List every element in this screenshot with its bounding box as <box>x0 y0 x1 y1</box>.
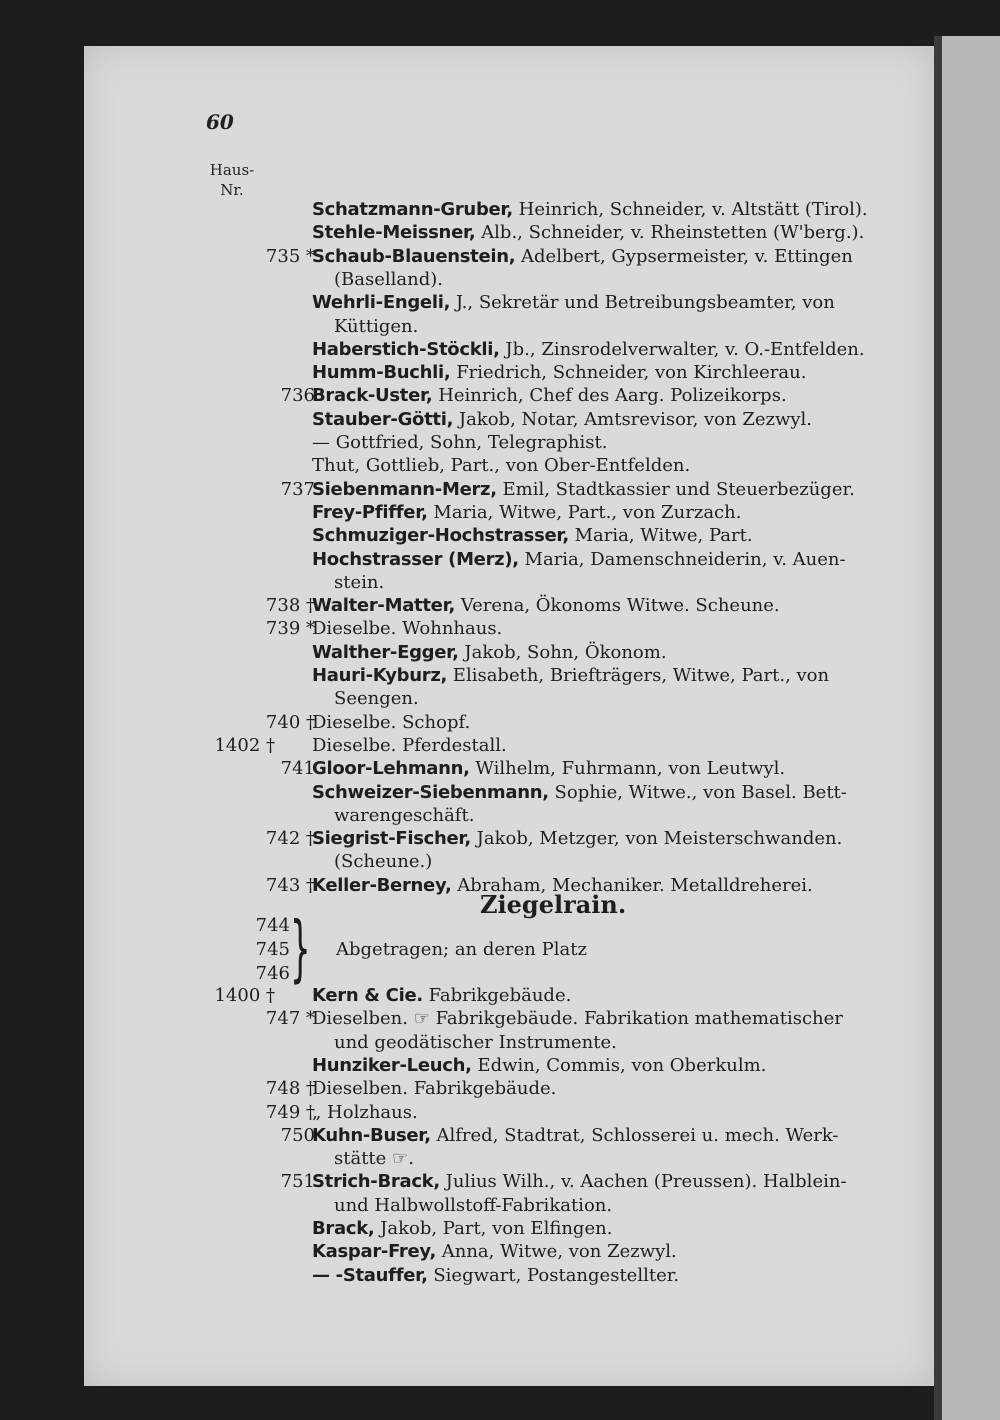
entry-details: stätte <box>334 1148 393 1170</box>
entry-details: Heinrich, Schneider, v. Altstätt (Tirol). <box>512 199 868 220</box>
resident-name: Walther-Egger, <box>312 641 459 663</box>
entry-details: — Gottfried, Sohn, Telegraphist. <box>312 432 608 453</box>
entry-line <box>312 711 470 734</box>
house-number: 747 * <box>265 1008 315 1030</box>
resident-name: Brack, <box>312 1218 375 1239</box>
entry-line <box>312 361 806 384</box>
entry-details: Jakob, Metzger, von Meisterschwanden. <box>470 828 843 850</box>
resident-name: Brack-Uster, <box>312 385 433 407</box>
house-number: 1402 † <box>214 734 275 756</box>
entry-line <box>312 1264 679 1287</box>
entry-line <box>312 501 741 524</box>
entry-details: Edwin, Commis, von Oberkulm. <box>471 1054 767 1076</box>
entry-line <box>312 431 607 454</box>
house-number: 739 * <box>265 618 315 640</box>
entry-line <box>312 454 690 477</box>
entry-line <box>334 1194 612 1217</box>
entry-line <box>312 548 846 571</box>
entry-details: Anna, Witwe, von Zezwyl. <box>436 1241 677 1263</box>
house-number: 751 <box>280 1171 315 1193</box>
entry-line <box>334 268 443 291</box>
entry-line <box>312 1077 556 1100</box>
resident-name: Kuhn-Buser, <box>312 1124 431 1146</box>
entry-line <box>312 757 785 780</box>
entry-details: Maria, Witwe, Part. <box>568 525 753 547</box>
entry-details: Emil, Stadtkassier und Steuerbezüger. <box>496 478 855 500</box>
entry-line <box>312 291 835 314</box>
column-header <box>204 160 260 200</box>
house-number: 746 <box>255 963 290 984</box>
column-header-line1: Haus- <box>209 161 255 179</box>
entry-details: Küttigen. <box>334 315 419 337</box>
resident-name: Keller-Berney, <box>312 874 452 896</box>
entry-line <box>312 221 864 244</box>
entry-details-cont: . <box>408 1148 414 1170</box>
resident-name: Siebenmann-Merz, <box>312 478 497 500</box>
entry-details: Elisabeth, Briefträgers, Witwe, Part., von <box>447 665 830 686</box>
resident-name: Strich-Brack, <box>312 1171 440 1193</box>
house-number: 735 * <box>265 245 315 267</box>
entry-line <box>312 664 829 687</box>
resident-name: Stauber-Götti, <box>312 408 454 430</box>
house-number: 1400 † <box>214 985 275 1006</box>
entry-line <box>312 1217 612 1240</box>
resident-name: Kaspar-Frey, <box>312 1241 436 1263</box>
entry-details: Maria, Damenschneiderin, v. Auen- <box>518 548 846 570</box>
entry-details-cont: Fabrikgebäude. Fabrikation mathematischer <box>429 1008 843 1030</box>
house-number: 748 † <box>265 1078 315 1100</box>
resident-name: — -Stauffer, <box>312 1264 428 1286</box>
entry-line <box>312 1007 843 1030</box>
entry-details: Jakob, Sohn, Ökonom. <box>458 641 667 663</box>
entry-line <box>312 617 502 640</box>
entry-line <box>312 827 842 850</box>
entry-details: Verena, Ökonoms Witwe. Scheune. <box>455 595 780 617</box>
entry-line <box>312 734 507 757</box>
entry-details: Jb., Zinsrodelverwalter, v. O.-Entfelden. <box>499 338 865 360</box>
entry-line <box>312 384 787 407</box>
resident-name: Hochstrasser (Merz), <box>312 548 519 570</box>
entry-details: Sophie, Witwe., von Basel. Bett- <box>548 781 847 803</box>
entry-details: Dieselbe. Pferdestall. <box>312 734 507 756</box>
entry-details: stein. <box>334 571 385 593</box>
entry-line <box>312 984 571 1007</box>
entry-line <box>334 804 474 827</box>
entry-line <box>312 1240 677 1263</box>
entry-details: Alfred, Stadtrat, Schlosserei u. mech. Werk- <box>430 1124 839 1146</box>
entry-details: und Halbwollstoff-Fabrikation. <box>334 1194 613 1216</box>
entry-details: Dieselben. <box>312 1008 414 1030</box>
section-heading: Ziegelrain. <box>480 890 627 919</box>
house-number: 744 <box>255 915 290 936</box>
house-number: 749 † <box>265 1101 315 1123</box>
pointing-hand-icon: ☞ <box>413 1008 430 1030</box>
curly-brace-icon: } <box>290 906 311 990</box>
entry-line <box>334 1147 414 1170</box>
entry-line <box>334 315 418 338</box>
entry-line <box>334 687 419 710</box>
entry-details: (Scheune.) <box>334 851 433 873</box>
entry-line <box>312 245 853 268</box>
entry-line <box>312 1170 847 1193</box>
resident-name: Schmuziger-Hochstrasser, <box>312 525 569 547</box>
entry-details: J., Sekretär und Betreibungsbeamter, von <box>450 292 835 314</box>
resident-name: Schatzmann-Gruber, <box>312 199 513 220</box>
entry-line <box>334 1031 617 1054</box>
resident-name: Schweizer-Siebenmann, <box>312 781 549 803</box>
entry-details: Alb., Schneider, v. Rheinstetten (W'berg.). <box>475 222 865 244</box>
entry-line <box>312 524 753 547</box>
entry-details: (Baselland). <box>334 268 443 290</box>
entry-line <box>312 641 667 664</box>
entry-line <box>334 571 384 594</box>
pointing-hand-icon: ☞ <box>392 1148 409 1170</box>
entry-details: Dieselbe. Wohnhaus. <box>312 618 503 640</box>
entry-details: Julius Wilh., v. Aachen (Preussen). Halblein- <box>439 1171 847 1193</box>
resident-name: Schaub-Blauenstein, <box>312 245 516 267</box>
resident-name: Kern & Cie. <box>312 985 423 1006</box>
house-number: 742 † <box>265 828 315 850</box>
resident-name: Siegrist-Fischer, <box>312 828 471 850</box>
entry-details: Maria, Witwe, Part., von Zurzach. <box>427 501 742 523</box>
resident-name: Humm-Buchli, <box>312 362 451 384</box>
entry-details: Thut, Gottlieb, Part., von Ober-Entfelden. <box>312 455 691 477</box>
entry-details: Adelbert, Gypsermeister, v. Ettingen <box>515 245 853 267</box>
entry-details: Jakob, Part, von Elfingen. <box>374 1218 613 1239</box>
entry-details: Wilhelm, Fuhrmann, von Leutwyl. <box>469 758 786 780</box>
entry-line <box>312 198 868 221</box>
house-number: 741 <box>280 758 315 780</box>
entry-details: warengeschäft. <box>334 804 475 826</box>
resident-name: Wehrli-Engeli, <box>312 292 451 314</box>
entry-details: Fabrikgebäude. <box>422 985 572 1006</box>
resident-name: Stehle-Meissner, <box>312 222 476 244</box>
entry-line <box>312 594 780 617</box>
entry-details: Abraham, Mechaniker. Metalldreherei. <box>451 874 813 896</box>
house-number: 740 † <box>265 711 315 733</box>
resident-name: Haberstich-Stöckli, <box>312 338 500 360</box>
resident-name: Walter-Matter, <box>312 595 456 617</box>
resident-name: Frey-Pfiffer, <box>312 501 428 523</box>
entry-details: Heinrich, Chef des Aarg. Polizeikorps. <box>432 385 787 407</box>
entry-line <box>312 1054 766 1077</box>
entry-line <box>312 478 855 501</box>
column-header-line2: Nr. <box>220 181 244 199</box>
house-number: 738 † <box>265 595 315 617</box>
house-number: 745 <box>255 939 290 960</box>
house-number: 736 <box>280 385 315 407</box>
house-number: 737 <box>280 478 315 500</box>
house-number: 743 † <box>265 874 315 896</box>
entry-details: Jakob, Notar, Amtsrevisor, von Zezwyl. <box>453 408 813 430</box>
entry-line <box>334 850 432 873</box>
entry-line <box>312 408 812 431</box>
resident-name: Hauri-Kyburz, <box>312 665 448 686</box>
resident-name: Hunziker-Leuch, <box>312 1054 472 1076</box>
entry-line <box>312 1124 839 1147</box>
page-number: 60 <box>206 110 234 134</box>
entry-line <box>312 1101 418 1124</box>
entry-line <box>312 338 865 361</box>
entry-details: Siegwart, Postangestellter. <box>427 1264 680 1286</box>
abgetragen-text: Abgetragen; an deren Platz <box>336 939 587 960</box>
house-number: 750 <box>280 1124 315 1146</box>
entry-details: Seengen. <box>334 688 419 710</box>
entry-details: Dieselbe. Schopf. <box>312 711 471 733</box>
entry-details: Dieselben. Fabrikgebäude. <box>312 1078 557 1100</box>
entry-line <box>312 781 847 804</box>
resident-name: Gloor-Lehmann, <box>312 758 470 780</box>
entry-details: Friedrich, Schneider, von Kirchleerau. <box>450 362 807 384</box>
entry-details: „ Holzhaus. <box>312 1101 418 1123</box>
entry-details: und geodätischer Instrumente. <box>334 1031 617 1053</box>
